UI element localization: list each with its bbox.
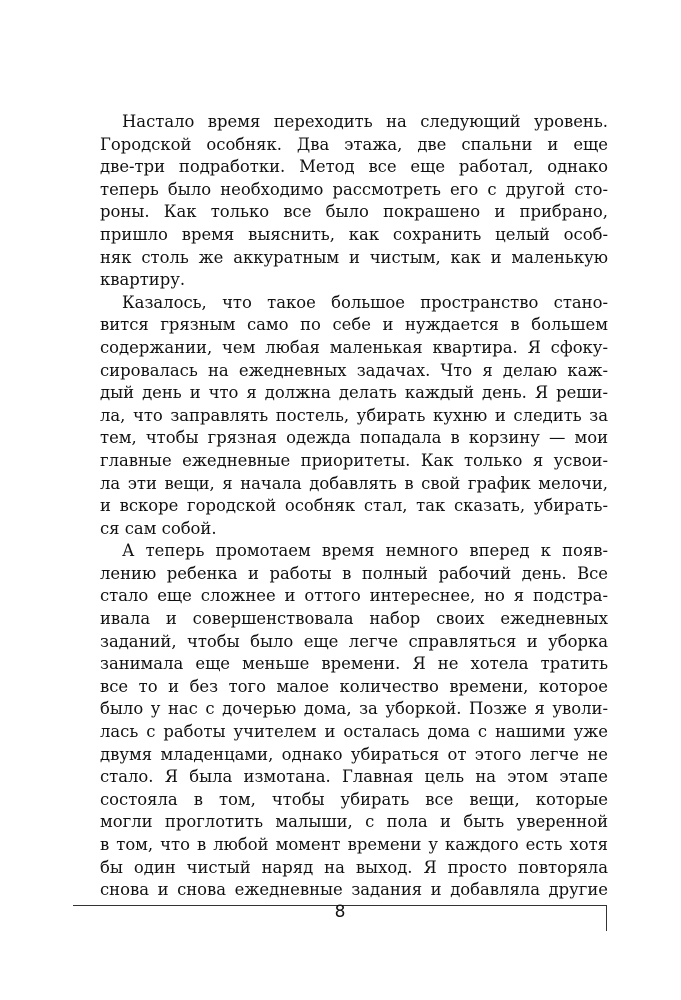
text-line: могли проглотить малыши, с пола и быть уверенной xyxy=(100,812,608,832)
text-line: Казалось, что такое большое пространство стано- xyxy=(122,292,608,312)
text-line: стало еще сложнее и оттого интереснее, но я подстра- xyxy=(100,586,608,606)
page-number: 8 xyxy=(334,902,346,922)
body-text xyxy=(100,111,608,902)
text-line: лению ребенка и работы в полный рабочий день. Все xyxy=(100,563,608,583)
text-line: и вскоре городской особняк стал, так сказать, убирать- xyxy=(100,496,608,516)
text-line: двумя младенцами, однако убираться от этого легче не xyxy=(100,744,608,764)
text-line: ла, что заправлять постель, убирать кухню и следить за xyxy=(100,405,608,425)
text-line: вится грязным само по себе и нуждается в большем xyxy=(100,315,608,335)
text-line: ла эти вещи, я начала добавлять в свой график мелочи, xyxy=(100,473,608,493)
text-line: состояла в том, чтобы убирать все вещи, которые xyxy=(100,789,608,809)
text-line: заданий, чтобы было еще легче справляться и уборка xyxy=(100,631,608,651)
text-line: снова и снова ежедневные задания и добавляла другие xyxy=(100,880,608,900)
text-line: Настало время переходить на следующий уровень. xyxy=(122,112,608,131)
text-line: пришло время выяснить, как сохранить целый особ- xyxy=(100,224,608,244)
text-line: А теперь промотаем время немного вперед к появ- xyxy=(122,541,608,561)
text-line: все то и без того малое количество времени, которое xyxy=(100,676,608,696)
text-line: ивала и совершенствовала набор своих ежедневных xyxy=(100,609,608,629)
text-line: роны. Как только все было покрашено и прибрано, xyxy=(100,202,608,222)
text-line: Городской особняк. Два этажа, две спальни и еще xyxy=(100,134,608,154)
footer-rule-tick xyxy=(606,905,607,931)
text-line: занимала еще меньше времени. Я не хотела тратить xyxy=(100,654,608,674)
text-line: квартиру. xyxy=(100,270,186,290)
text-line: в том, что в любой момент времени у каждого есть хотя xyxy=(100,835,608,854)
text-line: две-три подработки. Метод все еще работал, однако xyxy=(100,157,608,177)
text-line: стало. Я была измотана. Главная цель на этом этапе xyxy=(100,767,608,787)
text-line: теперь было необходимо рассмотреть его с другой сто- xyxy=(100,179,608,199)
text-line: сировалась на ежедневных задачах. Что я делаю каж- xyxy=(100,360,608,380)
text-line: няк столь же аккуратным и чистым, как и маленькую xyxy=(100,247,608,267)
text-line: тем, чтобы грязная одежда попадала в корзину — мои xyxy=(100,428,608,448)
text-line: главные ежедневные приоритеты. Как только я усвои- xyxy=(100,450,608,470)
text-line: лась с работы учителем и осталась дома с нашими уже xyxy=(100,722,608,742)
text-line: дый день и что я должна делать каждый день. Я реши- xyxy=(100,383,608,403)
text-line: было у нас с дочерью дома, за уборкой. Позже я уволи- xyxy=(100,699,608,719)
text-line: содержании, чем любая маленькая квартира. Я сфоку- xyxy=(100,337,608,357)
text-line: бы один чистый наряд на выход. Я просто повторяла xyxy=(100,857,608,877)
text-line: ся сам собой. xyxy=(100,518,217,538)
